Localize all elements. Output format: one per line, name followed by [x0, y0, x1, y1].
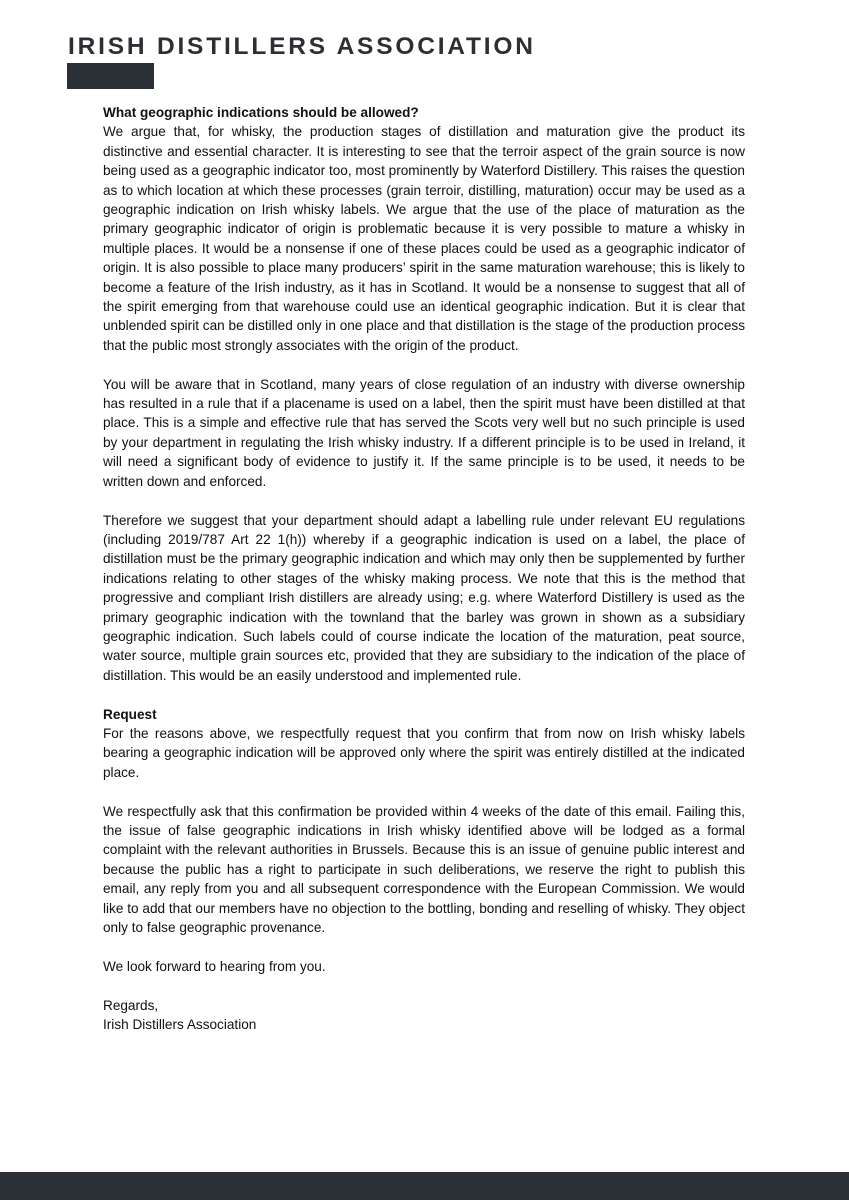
paragraph-deadline: We respectfully ask that this confirmation be provided within 4 weeks of the date of this email. Failing this, the issue of false geographic indications in Irish whisky identified above will be lodged as a formal complaint with the relevant authorities in Brussels. Because this is an issue of genuine public interest and because the public has a right to participate in such deliberations, we reserve the right to publish this email, any reply from you and all subsequent correspondence with the European Commission. We would like to add that our members have no objection to the bottling, bonding and reselling of whisky. They object only to false geographic provenance. — [103, 803, 745, 935]
letter-body — [103, 103, 745, 1034]
header-accent-bar — [67, 63, 154, 89]
paragraph-argument: We argue that, for whisky, the production stages of distillation and maturation give the product its distinctive and essential character. It is interesting to see that the terroir aspect of the grain source is now being used as a geographic indicator too, most prominently by Waterford Distillery. This raises the question as to which location at which these processes (grain terroir, distilling, maturation) occur may be used as a geographic indication on Irish whisky labels. We argue that the use of the place of maturation as the primary geographic indicator of origin is problematic because it is very possible to mature a whisky in multiple places. It would be a nonsense if one of these places could be used as a geographic indicator of origin. It is also possible to place many producers’ spirit in the same maturation warehouse; this is likely to become a feature of the Irish industry, as it has in Scotland. It would be a nonsense to suggest that all of the spirit emerging from that warehouse could use an identical geographic indication. But it is clear that unblended spirit can be distilled only in one place and that distillation is the stage of the production process that the public most strongly associates with the origin of the product. — [103, 124, 745, 353]
section-heading-geographic-indications: What geographic indications should be allowed? — [103, 105, 419, 120]
footer-bar — [0, 1172, 849, 1200]
paragraph-request: For the reasons above, we respectfully request that you confirm that from now on Irish whisky labels bearing a geographic indication will be approved only where the spirit was entirely distilled at the indicated place. — [103, 725, 745, 780]
regards: Regards, — [103, 997, 159, 1013]
section-heading-request: Request — [103, 706, 157, 722]
organization-logo-text: IRISH DISTILLERS ASSOCIATION — [68, 33, 536, 60]
signature: Irish Distillers Association — [103, 1017, 257, 1032]
paragraph-suggestion: Therefore we suggest that your department should adapt a labelling rule under relevant EU regulations (including 2019/787 Art 22 1(h)) whereby if a geographic indication is used on a label, the place of distillation must be the primary geographic indication and which may only then be supplemented by further indications relating to other stages of the whisky making process. We note that this is the method that progressive and compliant Irish distillers are already using; e.g. where Waterford Distillery is used as the primary geographic indication with the townland that the barley was grown in shown as a subsidiary geographic indication. Such labels could of course indicate the location of the maturation, peat source, water source, multiple grain sources etc, provided that they are subsidiary to the indication of the place of distillation. This would be an easily understood and implemented rule. — [103, 512, 745, 683]
paragraph-scotland: You will be aware that in Scotland, many years of close regulation of an industry with diverse ownership has resulted in a rule that if a placename is used on a label, then the spirit must have been distilled at that place. This is a simple and effective rule that has served the Scots very well but no such principle is used by your department in regulating the Irish whisky industry. If a different principle is to be used in Ireland, it will need a significant body of evidence to justify it. If the same principle is to be used, it needs to be written down and enforced. — [103, 376, 745, 489]
closing-line: We look forward to hearing from you. — [103, 958, 326, 974]
